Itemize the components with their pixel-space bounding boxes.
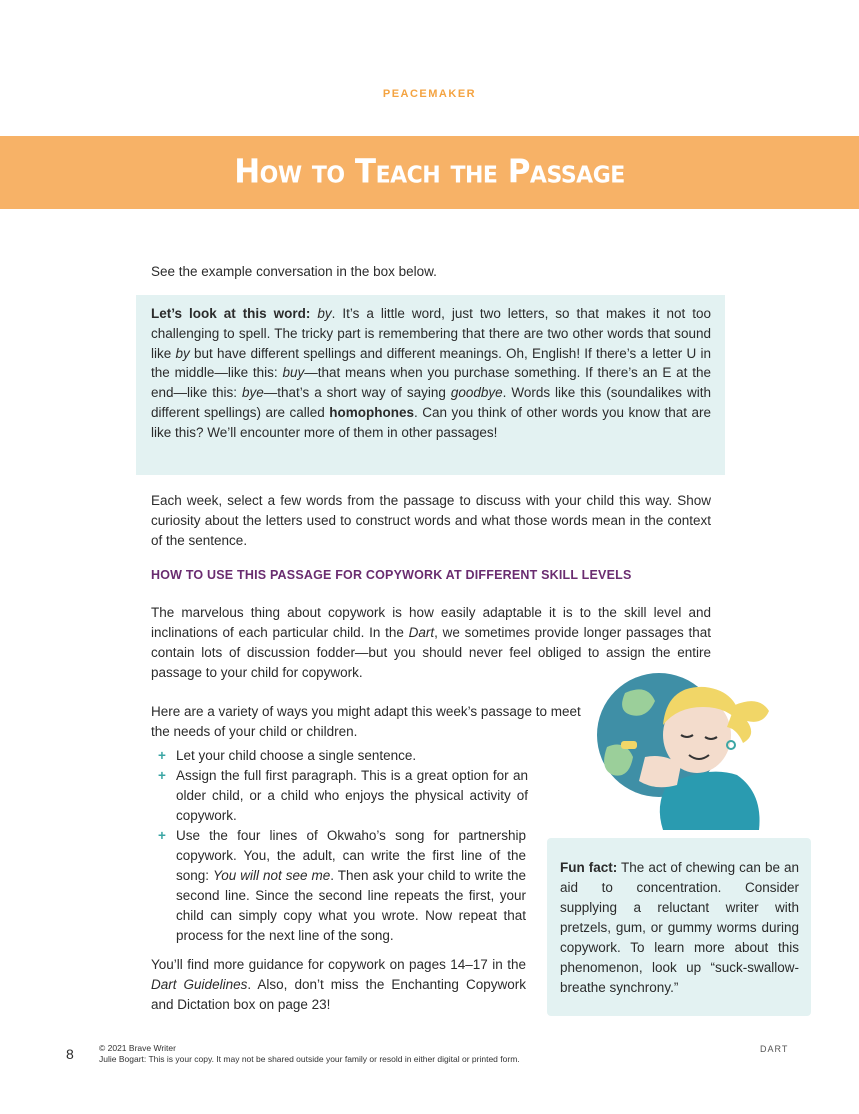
section-kicker: PEACEMAKER (382, 88, 477, 100)
adaptation-list (151, 746, 581, 946)
list-item-text: Assign the full first paragraph. This is a great option for an older child, or a child who enjoys the physical activity of copywork. (176, 768, 528, 823)
weekly-paragraph: Each week, select a few words from the passage to discuss with your child this way. Show curiosity about the letters used to construct words and what those words mean in the context of the sentence. (151, 493, 711, 548)
song-line: You will not see me (213, 868, 331, 883)
list-item (151, 826, 526, 946)
copyright: © 2021 Brave Writer (99, 1043, 176, 1053)
girl-hugging-globe-illustration (585, 665, 775, 835)
plus-icon: + (158, 768, 166, 783)
fun-fact-text (560, 858, 799, 998)
fun-fact-body: The act of chewing can be an aid to concentration. Consider supplying a reluctant writer with pretzels, gum, or gummy worms during copywork. To learn more about this phenomenon, look up “suck-swallow-breathe synchrony.” (560, 860, 799, 995)
more-text-1: You’ll find more guidance for copywork on pages 14–17 in the (151, 957, 526, 972)
list-item-text: Let your child choose a single sentence. (176, 748, 417, 763)
dart-guidelines: Dart Guidelines (151, 977, 248, 992)
intro-paragraph: See the example conversation in the box below. (151, 264, 437, 279)
fun-fact-lead: Fun fact: (560, 860, 618, 875)
page-number: 8 (66, 1046, 74, 1062)
example-text-4: —that’s a short way of saying (263, 385, 451, 401)
example-word-by: by (317, 306, 332, 321)
plus-icon: + (158, 748, 166, 763)
example-lead: Let’s look at this word: (151, 306, 311, 321)
example-word-buy: buy (282, 365, 305, 381)
example-word-by-2: by (175, 345, 190, 361)
list-item-text: Use the four lines of Okwaho’s song for partnership copywork. You, the adult, can write the first line of the song: (176, 828, 526, 883)
footer-brand: DART (760, 1044, 789, 1054)
variety-paragraph: Here are a variety of ways you might adapt this week’s passage to meet the needs of your child or children. (151, 704, 581, 739)
example-text-5: . Words like this (soundalikes with different spellings) are called (151, 385, 711, 420)
plus-icon: + (158, 828, 166, 843)
marvel-dart: Dart (408, 625, 435, 640)
example-word-bye: bye (241, 385, 264, 401)
example-word-goodbye: goodbye (450, 385, 503, 401)
section-subheading: HOW TO USE THIS PASSAGE FOR COPYWORK AT DIFFERENT SKILL LEVELS (151, 568, 632, 582)
title-banner (0, 136, 859, 209)
marvel-text-2: , we sometimes provide longer passages that contain lots of discussion fodder—but you should never feel obliged to assign the entire passage to your child for copywork. (151, 625, 712, 680)
example-conversation-text (151, 304, 711, 443)
example-term-homophones: homophones (329, 404, 415, 420)
list-item (151, 746, 581, 766)
guidance-paragraph (151, 955, 526, 1015)
list-item (151, 766, 528, 826)
example-text-6: . Can you think of other words you know that are like this? We’ll encounter more of them in other passages! (151, 404, 711, 440)
example-text-3: —that means when you purchase something. If there’s an E at the end—like this: (151, 365, 711, 401)
example-text-2: but have different spellings and different meanings. Oh, English! If there’s a letter U in the middle—like this: (151, 345, 711, 381)
list-item-text-2: . Then ask your child to write the second line. Since the second line repeats the first, your child can simply copy what you wrote. Now repeat that process for the next line of the song. (176, 868, 526, 943)
page-title: How to Teach the Passage (234, 153, 625, 191)
example-text-1: . It’s a little word, just two letters, so that makes it not too challenging to spell. The tricky part is remembering that there are two other words that sound like (151, 306, 711, 361)
license-notice: Julie Bogart: This is your copy. It may not be shared outside your family or resold in either digital or printed form. (99, 1054, 520, 1064)
more-text-2: . Also, don’t miss the Enchanting Copywork and Dictation box on page 23! (151, 977, 526, 1012)
footer-notice (99, 1043, 520, 1065)
marvel-text-1: The marvelous thing about copywork is how easily adaptable it is to the skill level and inclinations of each particular child. In the (151, 605, 711, 640)
